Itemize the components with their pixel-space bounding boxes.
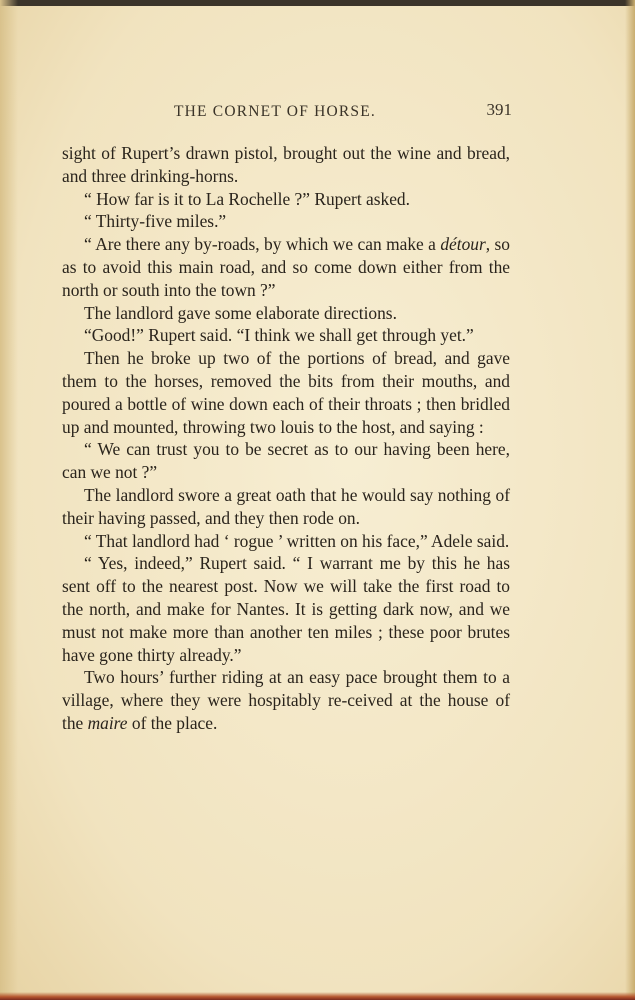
paragraph [62, 666, 510, 734]
page-gutter-shadow [0, 0, 18, 1000]
page-bottom-edge [0, 992, 635, 1000]
paragraph: “ Thirty-five miles.” [84, 211, 227, 232]
paragraph-text: , so as to avoid this main road, and so come down either from the north or south into the town ?” [62, 234, 510, 300]
paragraph-text: Two hours’ further riding at an easy pace brought them to a village, where they were hospitably re-ceived at the house of the [62, 667, 510, 733]
paragraph: The landlord swore a great oath that he would say nothing of their having passed, and they then rode on. [62, 484, 510, 528]
paragraph-text: “ Are there any by-roads, by which we can make a [84, 234, 441, 255]
italic-word: détour [440, 234, 486, 255]
paragraph: “Good!” Rupert said. “I think we shall get through yet.” [84, 325, 474, 346]
page-right-edge [625, 0, 635, 1000]
page-body-text [62, 142, 510, 735]
paragraph: Then he broke up two of the portions of bread, and gave them to the horses, removed the bits from their mouths, and poured a bottle of wine down each of their throats ; then bridled up and mounted, throwing two louis to the host, and saying : [62, 348, 510, 437]
paragraph: The landlord gave some elaborate directions. [84, 302, 397, 323]
paragraph: “ We can trust you to be secret as to our having been here, can we not ?” [62, 439, 510, 483]
italic-word: maire [87, 712, 128, 733]
paragraph: “ That landlord had ‘ rogue ’ written on his face,” Adele said. [84, 530, 510, 551]
running-title: THE CORNET OF HORSE. [174, 103, 376, 120]
paragraph: “ Yes, indeed,” Rupert said. “ I warrant me by this he has sent off to the nearest post. Now we will take the first road to the north, and make for Nantes. It is getting dark now, and we must not make more than another ten miles ; these poor brutes have gone thirty already.” [62, 553, 510, 665]
paragraph-text: of the place. [127, 712, 218, 733]
paragraph [62, 233, 510, 301]
page-header [62, 100, 512, 126]
paragraph: “ How far is it to La Rochelle ?” Rupert asked. [84, 188, 410, 209]
page-number: 391 [486, 100, 512, 119]
paragraph: sight of Rupert’s drawn pistol, brought out the wine and bread, and three drinking-horns. [62, 143, 510, 186]
page-top-edge [0, 0, 635, 6]
